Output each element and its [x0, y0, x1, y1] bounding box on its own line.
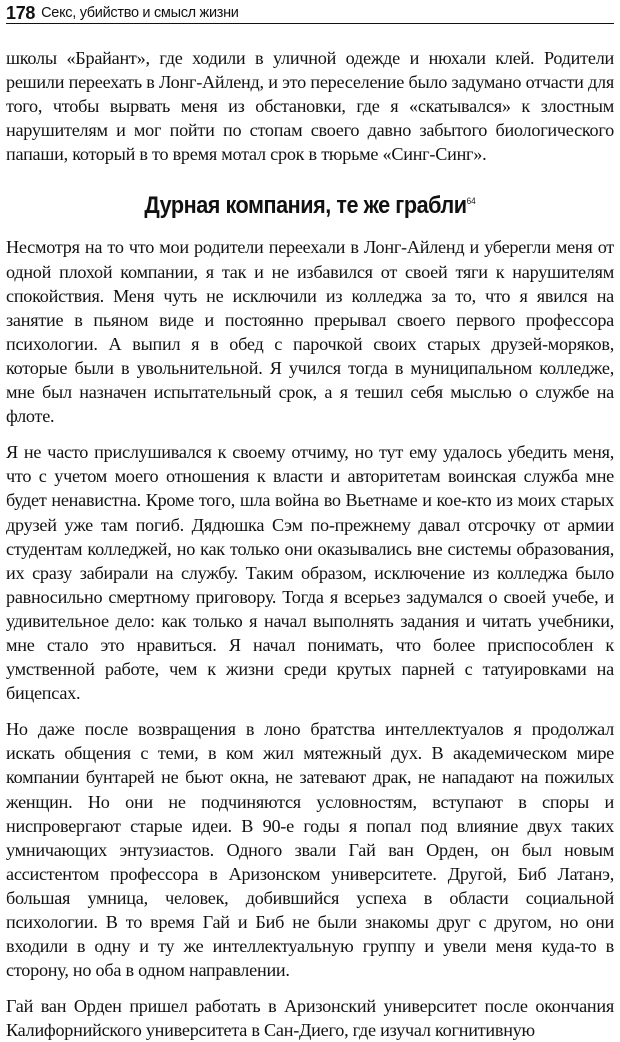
running-title: Секс, убийство и смысл жизни [41, 5, 239, 21]
running-header [6, 0, 614, 24]
paragraph-2: Несмотря на то что мои родители переехали в Лонг-Айленд и уберегли меня от одной плохой компании, я так и не избавился от своей тяги к нарушителям спокойствия. Меня чуть не исключили из колледжа за то, что я явился на занятие в пьяном виде и постоянно прерывал своего первого профессора психологии. А выпил я в обед с парочкой своих старых друзей-моряков, которые были в увольнительной. Я учился тогда в муниципальном колледже, мне был назначен испытательный срок, а я тешил себя мыслью о службе на флоте. [6, 237, 614, 427]
footnote-reference[interactable]: 64 [466, 196, 476, 207]
paragraph-4: Но даже после возвращения в лоно братства интеллектуалов я продолжал искать общения с теми, в ком жил мятежный дух. В академическом мире компании бунтарей не бьют окна, не затевают драк, не нападают на пожилых женщин. Но они не подчиняются условностям, вступают в споры и ниспровергают старые идеи. В 90-е годы я попал под влияние двух таких умничающих энтузиастов. Одного звали Гай ван Орден, он был новым ассистентом профессора в Аризонском университете. Другой, Биб Латанэ, большая умница, человек, добившийся успеха в области социальной психологии. В то время Гай и Биб не были знакомы друг с другом, но они входили в одну и ту же интеллектуальную группу и увели меня куда-то в сторону, но оба в одном направлении. [6, 719, 614, 981]
body-text [6, 46, 614, 1042]
paragraph-5: Гай ван Орден пришел работать в Аризонский университет после окончания Калифорнийского университета в Сан-Диего, где изучал когнитивную [6, 996, 614, 1041]
paragraph-1: школы «Брайант», где ходили в уличной одежде и нюхали клей. Родители решили переехать в Лонг-Айленд, и это переселение было задумано отчасти для того, чтобы вырвать меня из обстановки, где я «скатывался» к злостным нарушителям и мог пойти по стопам своего давно забытого биологического папаши, который в то время мотал срок в тюрьме «Синг-Синг». [6, 48, 614, 165]
page-number: 178 [6, 3, 36, 23]
paragraph-3: Я не часто прислушивался к своему отчиму, но тут ему удалось убедить меня, что с учетом моего отношения к власти и авторитетам воинская служба мне будет ненавистна. Кроме того, шла война во Вьетнаме и кое-кто из моих старых друзей уже там погиб. Дядюшка Сэм по-прежнему давал отсрочку от армии студентам колледжей, но как только они оказывались вне системы образования, их сразу забирали на службу. Таким образом, исключение из колледжа было равносильно смертному приговору. Тогда я всерьез задумался о своей учебе, и удивительное дело: как только я начал выполнять задания и читать учебники, мне стало это нравиться. Я начал понимать, что более приспособлен к умственной работе, чем к жизни среди крутых парней с татуировками на бицепсах. [6, 442, 614, 704]
section-heading [36, 186, 583, 221]
section-title: Дурная компания, те же грабли [144, 192, 467, 220]
